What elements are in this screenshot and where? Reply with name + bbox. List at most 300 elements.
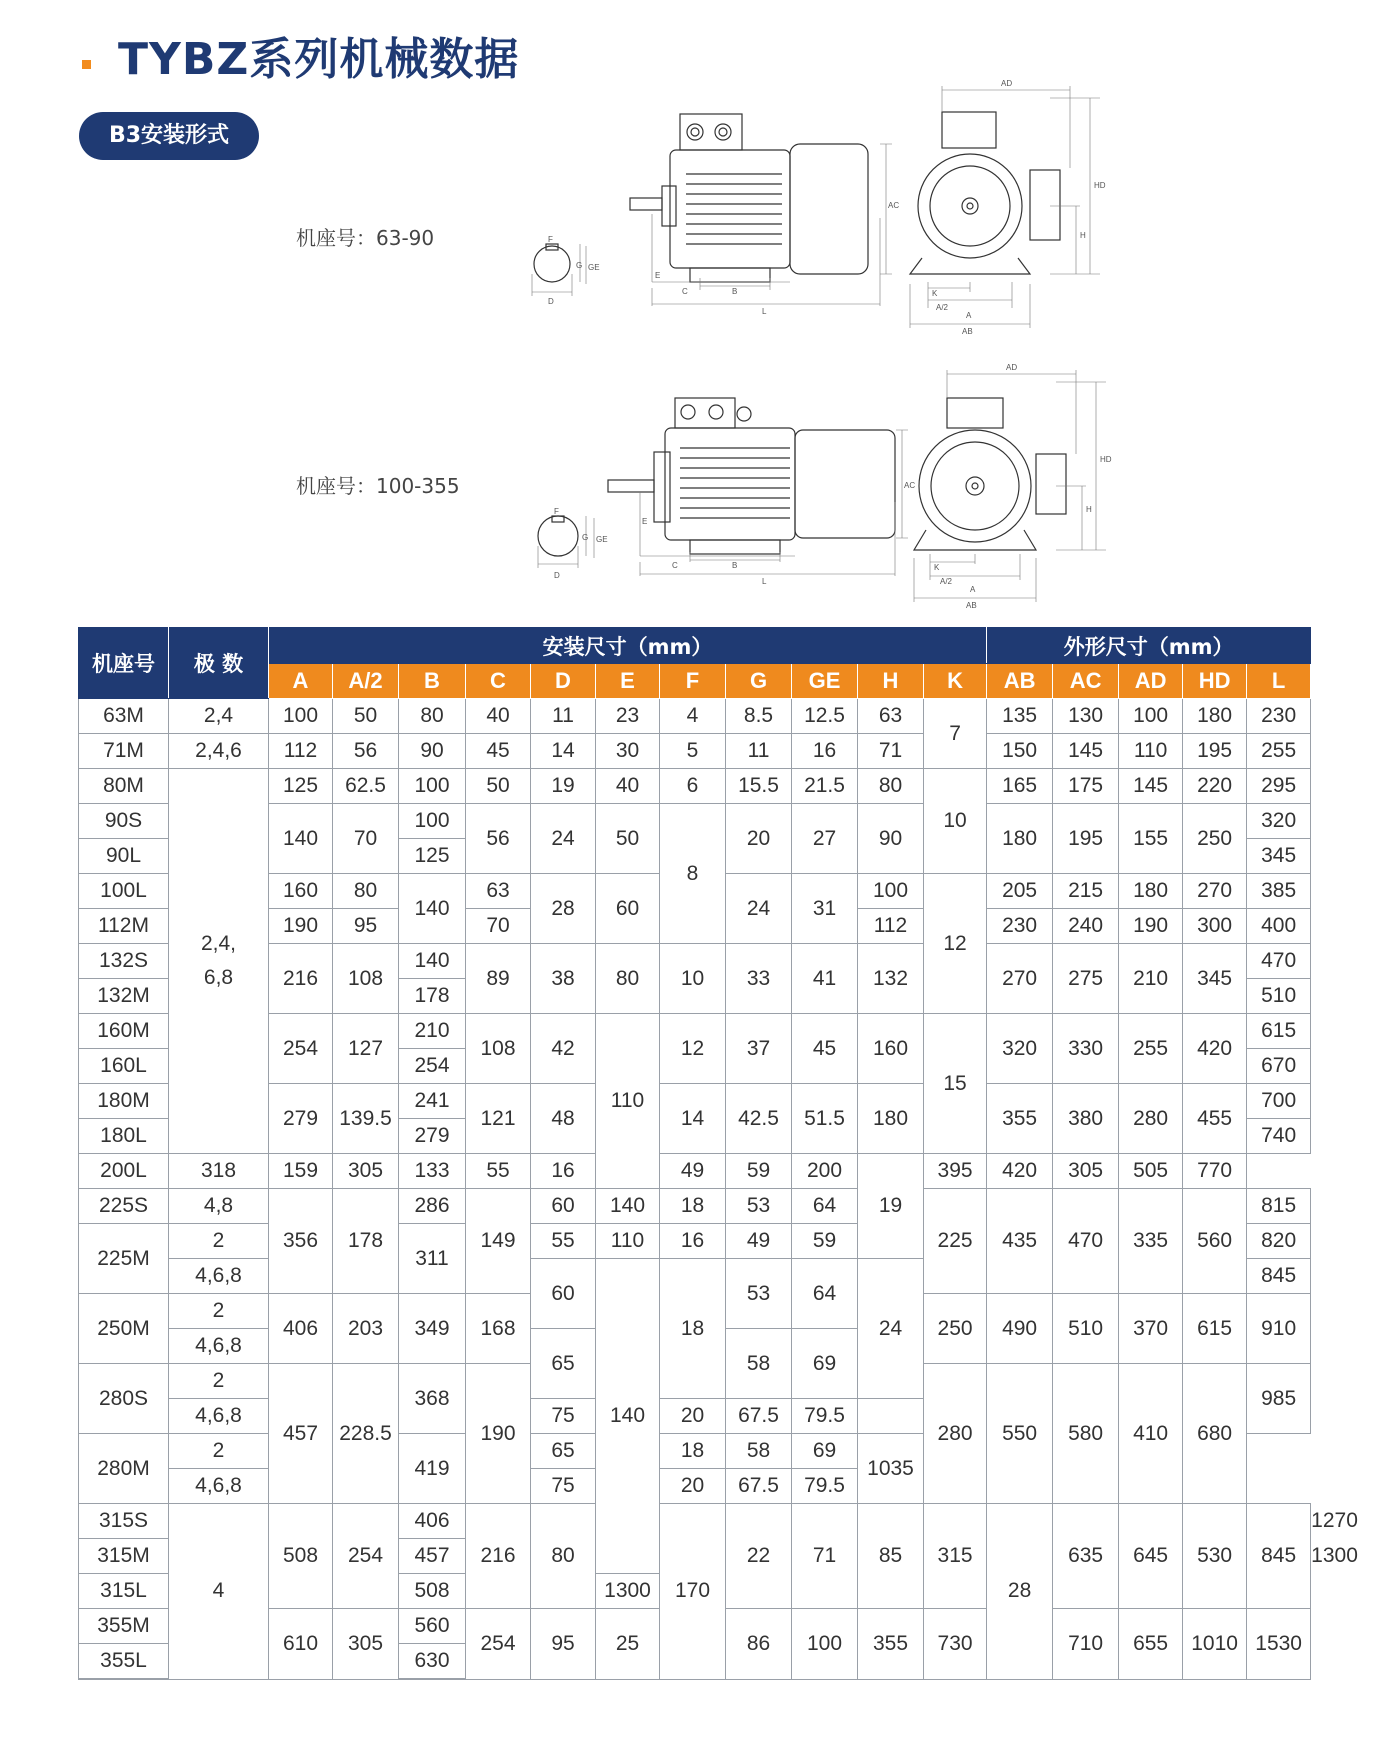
cell-l: 230: [1247, 699, 1311, 734]
cell-poles: 2: [169, 1434, 269, 1469]
cell-l: 510: [1247, 979, 1311, 1014]
cell-ge: 69: [792, 1329, 858, 1399]
dim-label-ac-2: AC: [904, 481, 916, 490]
cell-b: 100: [399, 804, 466, 839]
cell-model: 280S: [79, 1364, 169, 1434]
cell-ge: 64: [792, 1259, 858, 1329]
cell-ge: 21.5: [792, 769, 858, 804]
cell-f: 18: [660, 1259, 726, 1399]
cell-f: 16: [531, 1154, 596, 1189]
dim-label-ge: GE: [588, 263, 600, 272]
cell-ge: 27: [792, 804, 858, 874]
motor-drawing-large-svg: [490, 362, 1130, 612]
cell-ac: 470: [1053, 1189, 1119, 1294]
cell-h: 355: [858, 1609, 924, 1680]
cell-f: 5: [660, 734, 726, 769]
cell-model: 250M: [79, 1294, 169, 1364]
cell-e: 140: [596, 1189, 660, 1224]
cell-poles: 2: [169, 1224, 269, 1259]
cell-ab: 550: [987, 1364, 1053, 1504]
cell-b: 80: [399, 699, 466, 734]
cell-ad: 110: [1119, 734, 1183, 769]
cell-poles: 4,6,8: [169, 1469, 269, 1504]
cell-h: 90: [858, 804, 924, 874]
cell-h: 200: [792, 1154, 858, 1189]
cell-ad: 145: [1119, 769, 1183, 804]
dim-label-c: C: [682, 287, 688, 296]
cell-b: 311: [399, 1224, 466, 1294]
cell-a: 100: [269, 699, 333, 734]
col-header-ad: AD: [1119, 664, 1183, 699]
cell-b: 90: [399, 734, 466, 769]
cell-poles: 4,6,8: [169, 1329, 269, 1364]
cell-d: 38: [531, 944, 596, 1014]
cell-e: 23: [596, 699, 660, 734]
col-header-e: E: [596, 664, 660, 699]
cell-l: 385: [1247, 874, 1311, 909]
cell-d: 48: [531, 1084, 596, 1154]
cell-ac: 330: [1053, 1014, 1119, 1084]
cell-b: 125: [399, 839, 466, 874]
cell-g: 42.5: [726, 1084, 792, 1154]
cell-l: 345: [1247, 839, 1311, 874]
cell-ac: 240: [1053, 909, 1119, 944]
cell-h: 100: [858, 874, 924, 909]
cell-g: 86: [726, 1609, 792, 1680]
cell-hd: 345: [1183, 944, 1247, 1014]
table-row: [79, 699, 1311, 734]
cell-f: 16: [660, 1224, 726, 1259]
cell-b: 178: [399, 979, 466, 1014]
cell-b: 406: [399, 1504, 466, 1539]
cell-hd: 220: [1183, 769, 1247, 804]
frame-range-label-large: 机座号：100-355: [296, 474, 460, 498]
col-header-c: C: [466, 664, 531, 699]
cell-a-half: 127: [333, 1014, 399, 1084]
cell-l: 985: [1247, 1364, 1311, 1434]
table-row: [79, 734, 1311, 769]
cell-b: 241: [399, 1084, 466, 1119]
cell-h: 80: [858, 769, 924, 804]
cell-ad: 180: [1119, 874, 1183, 909]
cell-b: 419: [399, 1434, 466, 1504]
cell-e: 80: [596, 944, 660, 1014]
cell-hd: 1010: [1183, 1609, 1247, 1680]
cell-h: 160: [858, 1014, 924, 1084]
dim-label-l-2: L: [762, 577, 767, 586]
col-header-poles: 极 数: [169, 628, 269, 699]
dim-label-e: E: [655, 271, 661, 280]
mechanical-data-table: [78, 627, 1358, 1680]
cell-poles: 2,4, 6,8: [169, 769, 269, 1154]
col-header-b: B: [399, 664, 466, 699]
cell-l: 815: [1247, 1189, 1311, 1224]
dim-label-d: D: [548, 297, 554, 306]
motor-drawing-large: [490, 362, 1130, 612]
cell-ab: 730: [924, 1609, 987, 1680]
cell-model: 132M: [79, 979, 169, 1014]
cell-ab: 165: [987, 769, 1053, 804]
dim-label-ab-2: AB: [966, 601, 977, 610]
cell-b: 140: [399, 944, 466, 979]
cell-ac: 145: [1053, 734, 1119, 769]
cell-c: 89: [466, 944, 531, 1014]
cell-f: 25: [596, 1609, 660, 1680]
cell-d: 19: [531, 769, 596, 804]
cell-b: 210: [399, 1014, 466, 1049]
cell-d: 42: [531, 1014, 596, 1084]
cell-a: 254: [269, 1014, 333, 1084]
cell-model: 180M: [79, 1084, 169, 1119]
cell-f: 20: [660, 1399, 726, 1434]
cell-ad: 255: [1119, 1014, 1183, 1084]
cell-d: 80: [531, 1504, 596, 1609]
cell-b: 630: [399, 1644, 466, 1680]
cell-l: 470: [1247, 944, 1311, 979]
cell-d: 14: [531, 734, 596, 769]
dim-label-a-2: A: [970, 585, 976, 594]
cell-model: 90L: [79, 839, 169, 874]
cell-b: 349: [399, 1294, 466, 1364]
cell-h: 71: [858, 734, 924, 769]
cell-h: 315: [924, 1504, 987, 1609]
col-header-l: L: [1247, 664, 1311, 699]
cell-ge: 64: [792, 1189, 858, 1224]
cell-e: 110: [596, 1014, 660, 1189]
cell-model: 355L: [79, 1644, 169, 1680]
table-row: [79, 1154, 1311, 1189]
cell-l: 1530: [1247, 1609, 1311, 1680]
cell-ac: 215: [1053, 874, 1119, 909]
cell-ab: 150: [987, 734, 1053, 769]
dim-label-h: H: [1080, 231, 1086, 240]
cell-ge: 79.5: [792, 1399, 858, 1434]
cell-d: 28: [531, 874, 596, 944]
cell-d: 75: [531, 1399, 596, 1434]
col-group-outline: 外形尺寸（mm）: [987, 628, 1311, 664]
col-group-install: 安装尺寸（mm）: [269, 628, 987, 664]
cell-c: 50: [466, 769, 531, 804]
dim-label-ge-2: GE: [596, 535, 608, 544]
cell-d: 75: [531, 1469, 596, 1504]
cell-h: 180: [858, 1084, 924, 1154]
cell-b: 457: [399, 1539, 466, 1574]
cell-d: 60: [531, 1259, 596, 1329]
cell-a: 318: [169, 1154, 269, 1189]
table-row: [79, 769, 1311, 804]
cell-ab: 395: [924, 1154, 987, 1189]
cell-f: 12: [660, 1014, 726, 1084]
cell-g: 15.5: [726, 769, 792, 804]
cell-b: 140: [399, 874, 466, 944]
cell-l: 1300: [596, 1574, 660, 1609]
cell-ad: 305: [1053, 1154, 1119, 1189]
cell-hd: 195: [1183, 734, 1247, 769]
cell-ab: 270: [987, 944, 1053, 1014]
cell-model: 71M: [79, 734, 169, 769]
col-header-h: H: [858, 664, 924, 699]
cell-a: 279: [269, 1084, 333, 1154]
cell-c: 108: [466, 1014, 531, 1084]
cell-g: 11: [726, 734, 792, 769]
dim-label-a: A: [966, 311, 972, 320]
dim-label-b: B: [732, 287, 738, 296]
cell-ge: 69: [792, 1434, 858, 1469]
cell-model: 160L: [79, 1049, 169, 1084]
cell-ad: 655: [1119, 1609, 1183, 1680]
cell-l: 700: [1247, 1084, 1311, 1119]
col-header-a-half: A/2: [333, 664, 399, 699]
dim-label-g-2: G: [582, 533, 589, 542]
dim-label-a-half-2: A/2: [940, 577, 953, 586]
cell-model: 63M: [79, 699, 169, 734]
cell-hd: 560: [1183, 1189, 1247, 1294]
cell-ac: 130: [1053, 699, 1119, 734]
cell-g: 71: [792, 1504, 858, 1609]
cell-ab: 435: [987, 1189, 1053, 1294]
cell-poles: 2: [169, 1294, 269, 1329]
cell-a: 112: [269, 734, 333, 769]
cell-a-half: 254: [333, 1504, 399, 1609]
cell-a-half: 159: [269, 1154, 333, 1189]
cell-ge: 45: [792, 1014, 858, 1084]
cell-d: 65: [531, 1329, 596, 1399]
cell-ge: 31: [792, 874, 858, 944]
cell-ad: 530: [1183, 1504, 1247, 1609]
cell-b: 560: [399, 1609, 466, 1644]
cell-f: 14: [660, 1084, 726, 1154]
cell-l: 670: [1247, 1049, 1311, 1084]
cell-ad: 100: [1119, 699, 1183, 734]
dim-label-d-2: D: [554, 571, 560, 580]
cell-ge: 59: [726, 1154, 792, 1189]
cell-hd: 270: [1183, 874, 1247, 909]
cell-ac: 510: [1053, 1294, 1119, 1364]
cell-ad: 190: [1119, 909, 1183, 944]
cell-hd: 505: [1119, 1154, 1183, 1189]
cell-a-half: 203: [333, 1294, 399, 1364]
cell-ad: 370: [1119, 1294, 1183, 1364]
cell-g: 53: [726, 1189, 792, 1224]
cell-k: 10: [924, 769, 987, 874]
cell-e: 60: [596, 874, 660, 944]
cell-c: 190: [466, 1364, 531, 1504]
cell-b: 254: [399, 1049, 466, 1084]
cell-ad: 335: [1119, 1189, 1183, 1294]
cell-g: 20: [726, 804, 792, 874]
cell-l: 615: [1247, 1014, 1311, 1049]
cell-g: 37: [726, 1014, 792, 1084]
cell-f: 8: [660, 804, 726, 944]
cell-h: 63: [858, 699, 924, 734]
cell-ac: 420: [987, 1154, 1053, 1189]
cell-a-half: 95: [333, 909, 399, 944]
cell-f: 22: [726, 1504, 792, 1609]
cell-hd: 180: [1183, 699, 1247, 734]
cell-d: 95: [531, 1609, 596, 1680]
cell-model: 180L: [79, 1119, 169, 1154]
dim-label-ab: AB: [962, 327, 973, 336]
cell-d: 24: [531, 804, 596, 874]
cell-ab: 180: [987, 804, 1053, 874]
cell-ab: 490: [987, 1294, 1053, 1364]
cell-l: 400: [1247, 909, 1311, 944]
col-header-ge: GE: [792, 664, 858, 699]
cell-f: 18: [660, 1189, 726, 1224]
dim-label-f-2: F: [554, 507, 559, 516]
motor-drawing-small: [490, 78, 1130, 338]
cell-hd: 250: [1183, 804, 1247, 874]
cell-a: 610: [269, 1609, 333, 1680]
cell-l: 255: [1247, 734, 1311, 769]
cell-c: 133: [399, 1154, 466, 1189]
cell-a: 125: [269, 769, 333, 804]
cell-h: 225: [924, 1189, 987, 1294]
cell-a-half: 305: [333, 1609, 399, 1680]
cell-e: 110: [596, 1224, 660, 1259]
cell-poles: 4,8: [169, 1189, 269, 1224]
cell-a-half: 50: [333, 699, 399, 734]
dim-label-l: L: [762, 307, 767, 316]
cell-c: 149: [466, 1189, 531, 1294]
cell-g: 67.5: [726, 1469, 792, 1504]
cell-ad: 155: [1119, 804, 1183, 874]
cell-model: 132S: [79, 944, 169, 979]
cell-model: 112M: [79, 909, 169, 944]
cell-a: 406: [269, 1294, 333, 1364]
cell-h: 280: [924, 1364, 987, 1504]
cell-ge: 16: [792, 734, 858, 769]
cell-ab: 205: [987, 874, 1053, 909]
dim-label-b-2: B: [732, 561, 738, 570]
cell-ad: 210: [1119, 944, 1183, 1014]
cell-g: 8.5: [726, 699, 792, 734]
cell-ge: 51.5: [792, 1084, 858, 1154]
cell-f: 6: [660, 769, 726, 804]
cell-g: 49: [726, 1224, 792, 1259]
cell-poles: 4,6,8: [169, 1399, 269, 1434]
cell-e: 30: [596, 734, 660, 769]
cell-model: 280M: [79, 1434, 169, 1504]
cell-ab: 230: [987, 909, 1053, 944]
cell-a: 190: [269, 909, 333, 944]
dim-label-hd-2: HD: [1100, 455, 1112, 464]
motor-drawing-small-svg: [490, 78, 1130, 338]
cell-l: 1035: [858, 1434, 924, 1504]
dim-label-k: K: [932, 289, 938, 298]
cell-l: 295: [1247, 769, 1311, 804]
cell-a-half: 56: [333, 734, 399, 769]
dim-label-c-2: C: [672, 561, 678, 570]
cell-l: 910: [1247, 1294, 1311, 1364]
cell-a: 216: [269, 944, 333, 1014]
cell-g: 67.5: [726, 1399, 792, 1434]
cell-ad: 410: [1119, 1364, 1183, 1504]
cell-hd: 845: [1247, 1504, 1311, 1609]
cell-k: 7: [924, 699, 987, 769]
dim-label-hd: HD: [1094, 181, 1106, 190]
col-header-model: 机座号: [79, 628, 169, 699]
cell-model: 200L: [79, 1154, 169, 1189]
cell-a-half: 178: [333, 1189, 399, 1294]
cell-d: 55: [531, 1224, 596, 1259]
cell-ge: 59: [792, 1224, 858, 1259]
cell-c: 254: [466, 1609, 531, 1680]
cell-model: 315L: [79, 1574, 169, 1609]
cell-a: 508: [269, 1504, 333, 1609]
cell-ab: 320: [987, 1014, 1053, 1084]
cell-model: 100L: [79, 874, 169, 909]
cell-ge: 100: [792, 1609, 858, 1680]
cell-ac: 710: [1053, 1609, 1119, 1680]
page-title: TYBZ系列机械数据: [118, 34, 520, 85]
cell-hd: 420: [1183, 1014, 1247, 1084]
cell-a-half: 70: [333, 804, 399, 874]
cell-a-half: 62.5: [333, 769, 399, 804]
cell-e: 170: [660, 1504, 726, 1680]
dim-label-ac: AC: [888, 201, 900, 210]
mounting-type-badge: B3安装形式: [79, 112, 259, 160]
cell-k: 19: [858, 1154, 924, 1259]
cell-ab: 135: [987, 699, 1053, 734]
cell-a: 356: [269, 1189, 333, 1294]
cell-l: 740: [1247, 1119, 1311, 1154]
dim-label-e-2: E: [642, 517, 648, 526]
cell-h: 112: [858, 909, 924, 944]
cell-model: 225S: [79, 1189, 169, 1224]
cell-e: 140: [596, 1259, 660, 1574]
dim-label-g: G: [576, 261, 583, 270]
cell-a-half: 139.5: [333, 1084, 399, 1154]
cell-g: 58: [726, 1434, 792, 1469]
cell-g: 33: [726, 944, 792, 1014]
cell-poles: 2,4: [169, 699, 269, 734]
cell-a: 457: [269, 1364, 333, 1504]
cell-hd: 680: [1183, 1364, 1247, 1504]
col-header-d: D: [531, 664, 596, 699]
dim-label-h-2: H: [1086, 505, 1092, 514]
cell-l: 770: [1183, 1154, 1247, 1189]
cell-d: 11: [531, 699, 596, 734]
dim-label-k-2: K: [934, 563, 940, 572]
cell-ge: 41: [792, 944, 858, 1014]
col-header-ab: AB: [987, 664, 1053, 699]
cell-hd: 615: [1183, 1294, 1247, 1364]
cell-ac: 175: [1053, 769, 1119, 804]
cell-g: 49: [660, 1154, 726, 1189]
col-header-ac: AC: [1053, 664, 1119, 699]
cell-poles: 2,4,6: [169, 734, 269, 769]
cell-k: 15: [924, 1014, 987, 1154]
cell-f: 18: [660, 1434, 726, 1469]
cell-c: 45: [466, 734, 531, 769]
cell-ac: 645: [1119, 1504, 1183, 1609]
cell-model: 225M: [79, 1224, 169, 1294]
table-row: 315S 4 508 254 406 216 80 170 22 71 85 315 28 635 645 530 845 1270: [79, 1504, 1311, 1539]
cell-ab: 635: [1053, 1504, 1119, 1609]
cell-d: 55: [466, 1154, 531, 1189]
table-row: [79, 1189, 1311, 1224]
cell-e: 50: [596, 804, 660, 874]
cell-hd: 455: [1183, 1084, 1247, 1154]
cell-b: 100: [399, 769, 466, 804]
col-header-k: K: [924, 664, 987, 699]
cell-model: 315M: [79, 1539, 169, 1574]
cell-c: 168: [466, 1294, 531, 1364]
col-header-f: F: [660, 664, 726, 699]
cell-model: 315S: [79, 1504, 169, 1539]
cell-g: 58: [726, 1329, 792, 1399]
